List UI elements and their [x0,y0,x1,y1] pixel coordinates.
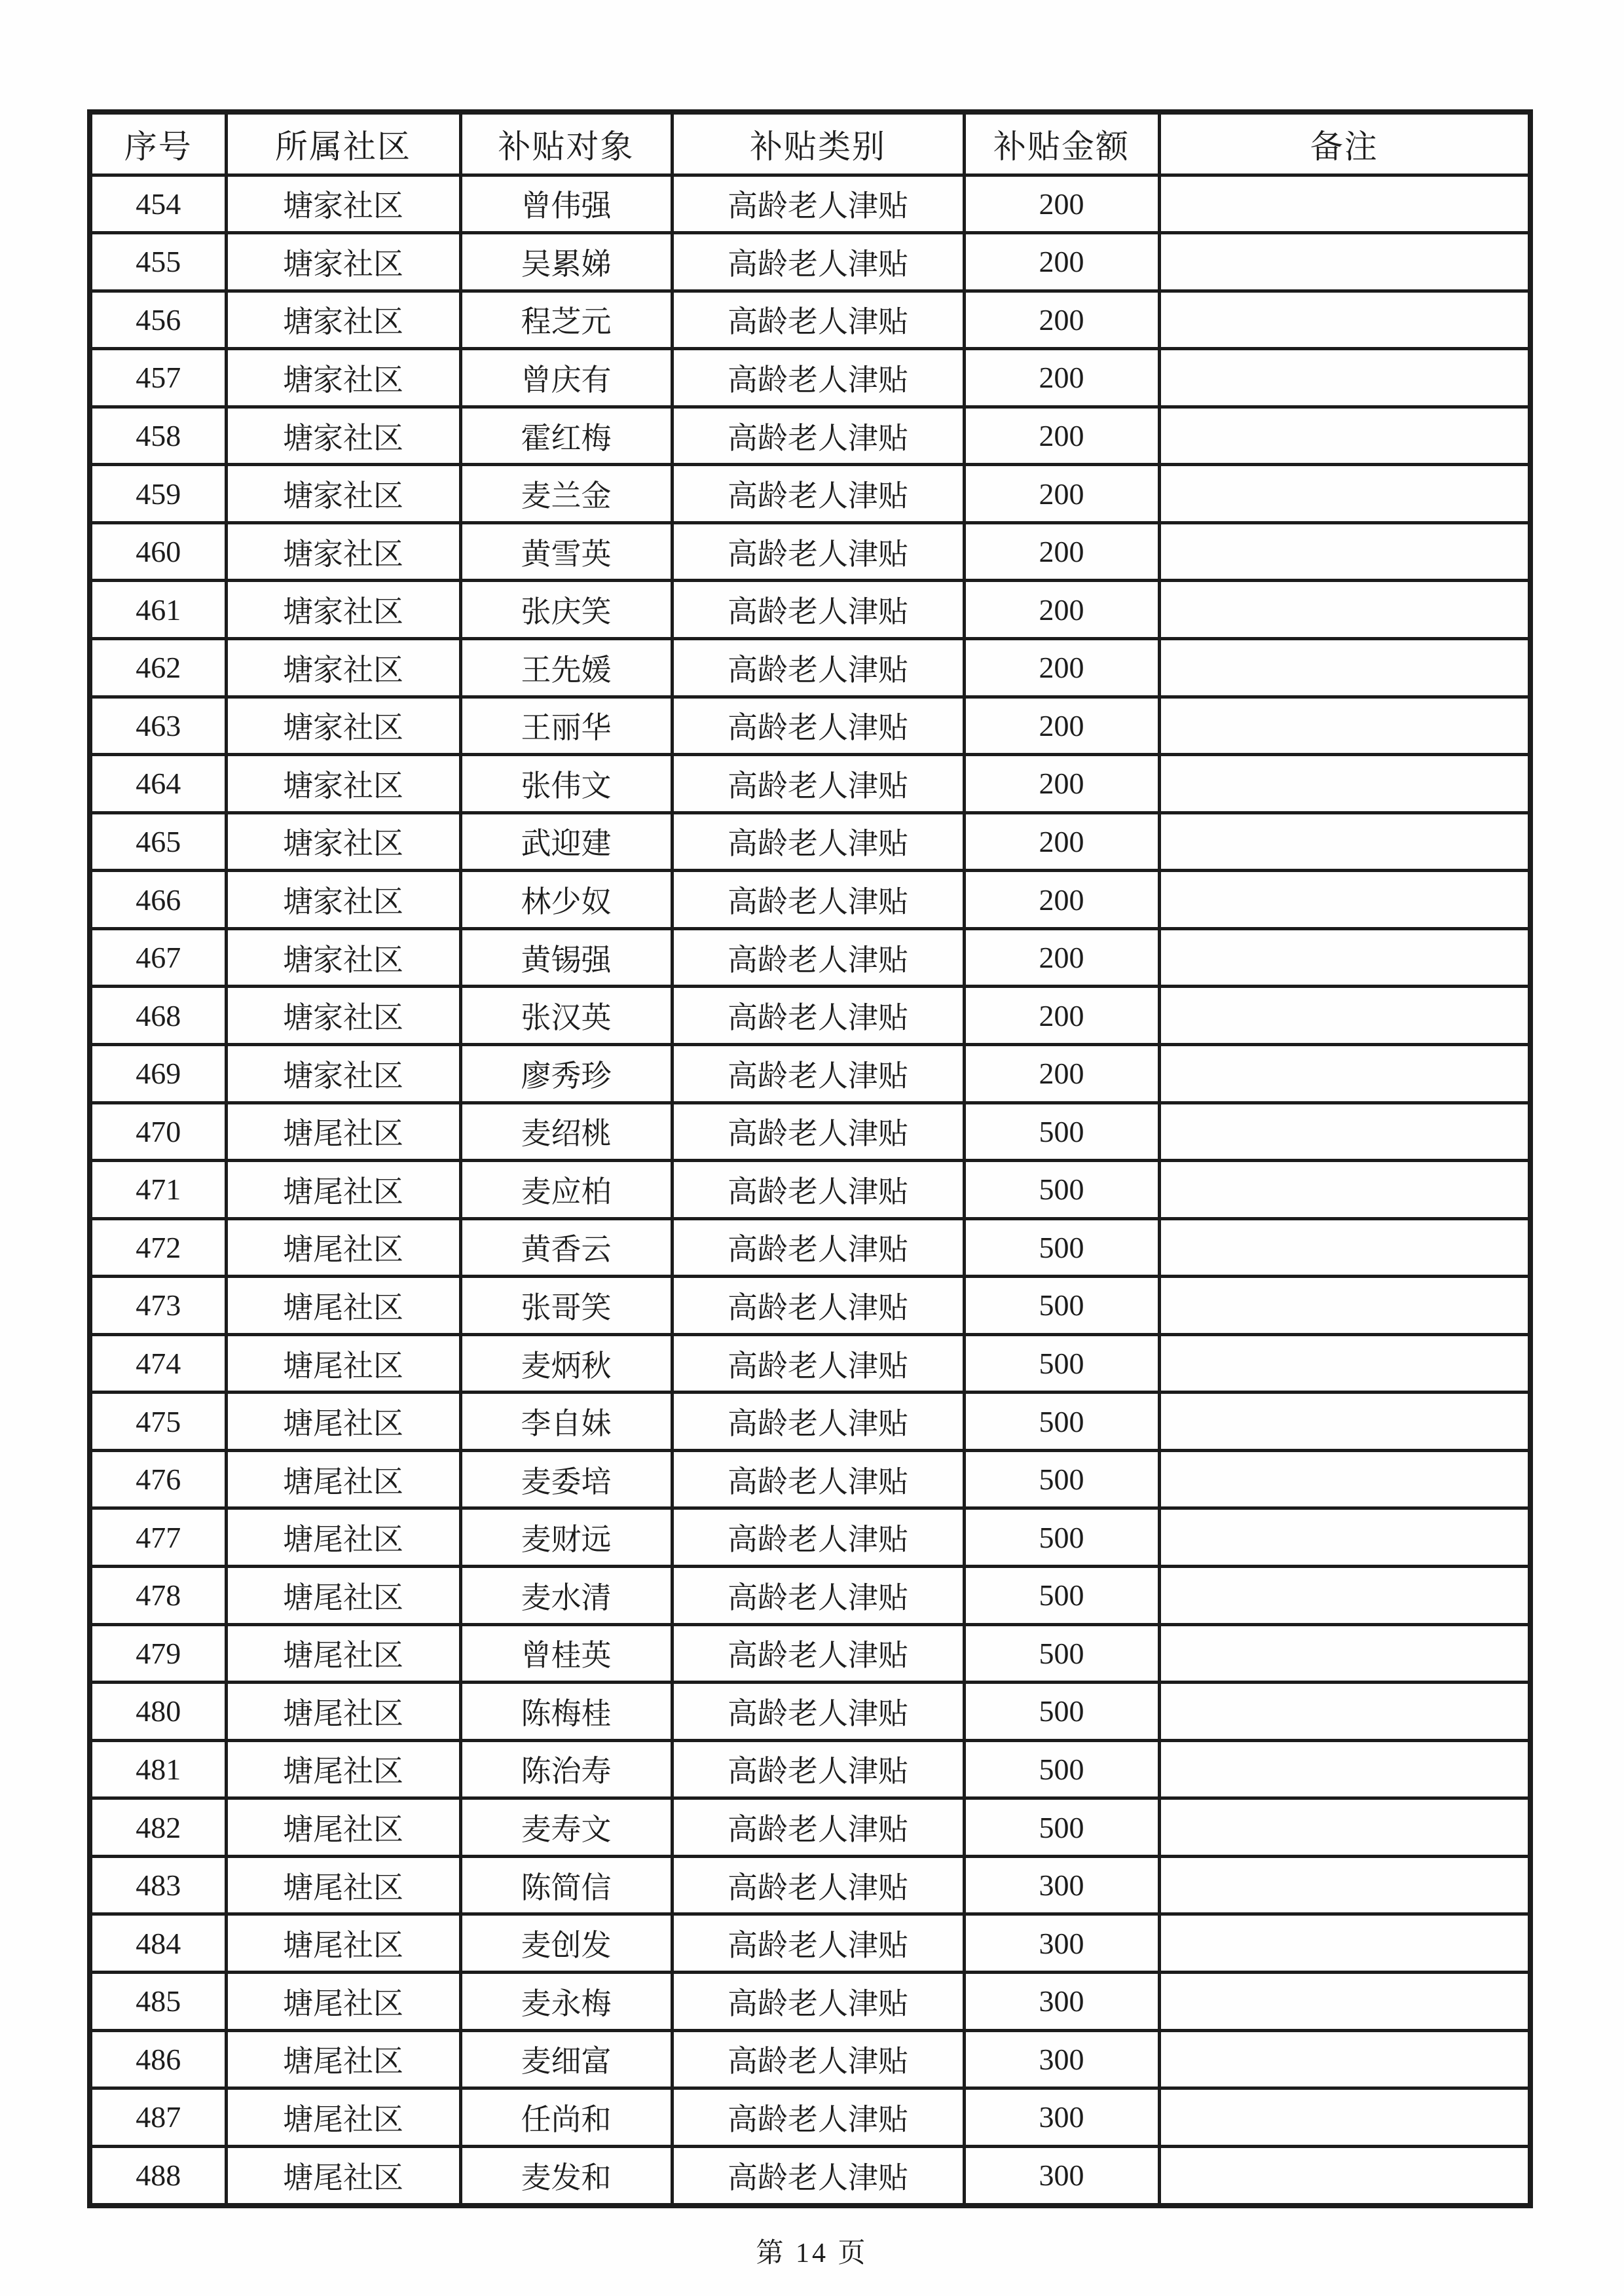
cell-recipient: 陈梅桂 [460,1683,672,1741]
cell-seq: 468 [90,987,226,1045]
cell-community: 塘尾社区 [226,1972,460,2030]
cell-seq: 482 [90,1798,226,1857]
cell-community: 塘家社区 [226,349,460,407]
cell-seq: 484 [90,1914,226,1973]
cell-amount: 200 [964,697,1159,755]
table-row [90,1856,1530,1914]
cell-remark [1159,697,1530,755]
cell-seq: 471 [90,1161,226,1219]
cell-remark [1159,2146,1530,2206]
table-row [90,871,1530,929]
cell-amount: 200 [964,1044,1159,1102]
cell-recipient: 李自妹 [460,1393,672,1451]
cell-seq: 461 [90,581,226,639]
cell-recipient: 陈简信 [460,1856,672,1914]
table-row [90,1914,1530,1973]
cell-recipient: 麦绍桃 [460,1102,672,1161]
cell-amount: 200 [964,639,1159,697]
cell-remark [1159,987,1530,1045]
cell-remark [1159,2030,1530,2088]
cell-seq: 472 [90,1218,226,1277]
cell-community: 塘尾社区 [226,1624,460,1683]
cell-seq: 486 [90,2030,226,2088]
cell-community: 塘尾社区 [226,1508,460,1567]
cell-community: 塘尾社区 [226,1334,460,1393]
cell-seq: 475 [90,1393,226,1451]
cell-amount: 500 [964,1798,1159,1857]
cell-seq: 455 [90,233,226,291]
cell-community: 塘家社区 [226,812,460,871]
cell-community: 塘尾社区 [226,1740,460,1798]
column-header-category: 补贴类别 [672,112,964,175]
cell-amount: 300 [964,2030,1159,2088]
table-row [90,1683,1530,1741]
cell-remark [1159,1856,1530,1914]
cell-recipient: 曾伟强 [460,175,672,233]
cell-category: 高龄老人津贴 [672,1624,964,1683]
cell-remark [1159,465,1530,523]
column-header-seq: 序号 [90,112,226,175]
cell-community: 塘家社区 [226,175,460,233]
cell-category: 高龄老人津贴 [672,291,964,349]
table-row [90,1450,1530,1508]
cell-amount: 300 [964,2146,1159,2206]
cell-community: 塘尾社区 [226,1218,460,1277]
cell-remark [1159,407,1530,465]
cell-community: 塘家社区 [226,407,460,465]
cell-remark [1159,1683,1530,1741]
cell-recipient: 任尚和 [460,2088,672,2147]
cell-remark [1159,1567,1530,1625]
cell-community: 塘尾社区 [226,1102,460,1161]
table-row [90,291,1530,349]
cell-seq: 464 [90,755,226,813]
cell-category: 高龄老人津贴 [672,1277,964,1335]
cell-community: 塘尾社区 [226,1567,460,1625]
table-row [90,465,1530,523]
cell-community: 塘家社区 [226,755,460,813]
cell-recipient: 麦细富 [460,2030,672,2088]
cell-amount: 500 [964,1161,1159,1219]
cell-recipient: 王丽华 [460,697,672,755]
column-header-remark: 备注 [1159,112,1530,175]
cell-community: 塘家社区 [226,928,460,987]
cell-recipient: 张庆笑 [460,581,672,639]
cell-amount: 300 [964,1914,1159,1973]
cell-remark [1159,1740,1530,1798]
cell-remark [1159,581,1530,639]
cell-seq: 488 [90,2146,226,2206]
cell-amount: 200 [964,407,1159,465]
cell-recipient: 麦水清 [460,1567,672,1625]
cell-category: 高龄老人津贴 [672,1508,964,1567]
cell-recipient: 麦兰金 [460,465,672,523]
cell-seq: 463 [90,697,226,755]
cell-recipient: 麦发和 [460,2146,672,2206]
cell-seq: 465 [90,812,226,871]
cell-community: 塘尾社区 [226,1798,460,1857]
table-row [90,812,1530,871]
cell-category: 高龄老人津贴 [672,1102,964,1161]
table-row [90,987,1530,1045]
cell-recipient: 吴累娣 [460,233,672,291]
cell-category: 高龄老人津贴 [672,1740,964,1798]
cell-remark [1159,1508,1530,1567]
table-row [90,755,1530,813]
cell-amount: 200 [964,928,1159,987]
header-row [90,112,1530,175]
cell-seq: 459 [90,465,226,523]
cell-amount: 500 [964,1740,1159,1798]
cell-recipient: 张伟文 [460,755,672,813]
cell-amount: 500 [964,1334,1159,1393]
cell-community: 塘尾社区 [226,1161,460,1219]
column-header-recipient: 补贴对象 [460,112,672,175]
cell-seq: 457 [90,349,226,407]
cell-seq: 456 [90,291,226,349]
cell-community: 塘尾社区 [226,2030,460,2088]
cell-remark [1159,1044,1530,1102]
cell-remark [1159,812,1530,871]
cell-seq: 460 [90,522,226,581]
cell-community: 塘尾社区 [226,1277,460,1335]
cell-seq: 479 [90,1624,226,1683]
cell-amount: 500 [964,1102,1159,1161]
cell-category: 高龄老人津贴 [672,1218,964,1277]
subsidy-table [87,109,1533,2208]
table-row [90,349,1530,407]
cell-remark [1159,928,1530,987]
cell-amount: 200 [964,233,1159,291]
cell-seq: 487 [90,2088,226,2147]
table-row [90,928,1530,987]
cell-amount: 200 [964,175,1159,233]
table-row [90,639,1530,697]
table-row [90,175,1530,233]
cell-amount: 200 [964,465,1159,523]
cell-seq: 469 [90,1044,226,1102]
cell-community: 塘家社区 [226,233,460,291]
table-row [90,1740,1530,1798]
cell-community: 塘家社区 [226,465,460,523]
cell-seq: 481 [90,1740,226,1798]
cell-community: 塘家社区 [226,697,460,755]
cell-seq: 477 [90,1508,226,1567]
cell-amount: 500 [964,1218,1159,1277]
cell-seq: 466 [90,871,226,929]
cell-community: 塘尾社区 [226,1856,460,1914]
cell-remark [1159,755,1530,813]
table-row [90,1044,1530,1102]
cell-remark [1159,1277,1530,1335]
table-row [90,1972,1530,2030]
cell-remark [1159,1334,1530,1393]
cell-community: 塘家社区 [226,639,460,697]
cell-community: 塘家社区 [226,871,460,929]
table-row [90,1102,1530,1161]
cell-recipient: 麦应柏 [460,1161,672,1219]
cell-amount: 200 [964,349,1159,407]
cell-recipient: 张哥笑 [460,1277,672,1335]
cell-category: 高龄老人津贴 [672,175,964,233]
cell-recipient: 曾桂英 [460,1624,672,1683]
cell-recipient: 麦寿文 [460,1798,672,1857]
cell-seq: 458 [90,407,226,465]
cell-recipient: 王先媛 [460,639,672,697]
cell-seq: 470 [90,1102,226,1161]
cell-remark [1159,1393,1530,1451]
table-row [90,522,1530,581]
cell-seq: 474 [90,1334,226,1393]
cell-amount: 500 [964,1393,1159,1451]
cell-seq: 473 [90,1277,226,1335]
cell-recipient: 黄香云 [460,1218,672,1277]
table-row [90,2088,1530,2147]
cell-recipient: 程芝元 [460,291,672,349]
cell-category: 高龄老人津贴 [672,349,964,407]
cell-remark [1159,1914,1530,1973]
table-row [90,2030,1530,2088]
cell-remark [1159,1624,1530,1683]
column-header-community: 所属社区 [226,112,460,175]
cell-community: 塘尾社区 [226,1914,460,1973]
cell-remark [1159,1450,1530,1508]
cell-category: 高龄老人津贴 [672,1567,964,1625]
cell-category: 高龄老人津贴 [672,697,964,755]
cell-amount: 300 [964,1972,1159,2030]
cell-amount: 300 [964,1856,1159,1914]
cell-recipient: 陈治寿 [460,1740,672,1798]
cell-seq: 480 [90,1683,226,1741]
table-row [90,1218,1530,1277]
cell-amount: 500 [964,1683,1159,1741]
cell-recipient: 麦创发 [460,1914,672,1973]
cell-recipient: 黄雪英 [460,522,672,581]
cell-category: 高龄老人津贴 [672,755,964,813]
cell-recipient: 张汉英 [460,987,672,1045]
cell-category: 高龄老人津贴 [672,1798,964,1857]
cell-community: 塘尾社区 [226,2088,460,2147]
cell-amount: 200 [964,522,1159,581]
cell-category: 高龄老人津贴 [672,812,964,871]
cell-recipient: 霍红梅 [460,407,672,465]
cell-category: 高龄老人津贴 [672,233,964,291]
table-row [90,1798,1530,1857]
cell-category: 高龄老人津贴 [672,928,964,987]
cell-community: 塘尾社区 [226,1450,460,1508]
cell-remark [1159,2088,1530,2147]
cell-recipient: 麦炳秋 [460,1334,672,1393]
cell-remark [1159,639,1530,697]
cell-community: 塘家社区 [226,987,460,1045]
cell-seq: 467 [90,928,226,987]
table-row [90,1161,1530,1219]
cell-amount: 500 [964,1508,1159,1567]
cell-category: 高龄老人津贴 [672,1914,964,1973]
cell-amount: 200 [964,581,1159,639]
cell-recipient: 武迎建 [460,812,672,871]
cell-remark [1159,233,1530,291]
cell-category: 高龄老人津贴 [672,871,964,929]
table-row [90,233,1530,291]
page-number: 第 14 页 [756,2238,868,2269]
cell-remark [1159,291,1530,349]
cell-amount: 500 [964,1567,1159,1625]
cell-amount: 500 [964,1624,1159,1683]
cell-remark [1159,1798,1530,1857]
cell-remark [1159,871,1530,929]
cell-seq: 485 [90,1972,226,2030]
cell-seq: 454 [90,175,226,233]
cell-category: 高龄老人津贴 [672,522,964,581]
table-body [90,175,1530,2206]
table-row [90,581,1530,639]
table-row [90,1624,1530,1683]
cell-amount: 200 [964,755,1159,813]
cell-category: 高龄老人津贴 [672,2146,964,2206]
cell-seq: 476 [90,1450,226,1508]
cell-remark [1159,349,1530,407]
cell-seq: 462 [90,639,226,697]
table-row [90,1277,1530,1335]
cell-amount: 200 [964,812,1159,871]
cell-remark [1159,1972,1530,2030]
cell-remark [1159,522,1530,581]
cell-category: 高龄老人津贴 [672,465,964,523]
cell-recipient: 黄锡强 [460,928,672,987]
cell-seq: 478 [90,1567,226,1625]
cell-community: 塘家社区 [226,291,460,349]
table-row [90,407,1530,465]
cell-amount: 200 [964,871,1159,929]
cell-amount: 200 [964,291,1159,349]
cell-community: 塘尾社区 [226,1683,460,1741]
cell-community: 塘家社区 [226,1044,460,1102]
cell-category: 高龄老人津贴 [672,1856,964,1914]
cell-recipient: 麦永梅 [460,1972,672,2030]
cell-category: 高龄老人津贴 [672,1450,964,1508]
cell-community: 塘家社区 [226,522,460,581]
table-row [90,1334,1530,1393]
cell-category: 高龄老人津贴 [672,2088,964,2147]
cell-recipient: 麦财远 [460,1508,672,1567]
cell-category: 高龄老人津贴 [672,1044,964,1102]
cell-remark [1159,1161,1530,1219]
cell-amount: 500 [964,1277,1159,1335]
cell-amount: 300 [964,2088,1159,2147]
cell-community: 塘尾社区 [226,1393,460,1451]
cell-category: 高龄老人津贴 [672,1161,964,1219]
cell-community: 塘尾社区 [226,2146,460,2206]
table-row [90,1567,1530,1625]
cell-category: 高龄老人津贴 [672,1683,964,1741]
cell-category: 高龄老人津贴 [672,1393,964,1451]
cell-category: 高龄老人津贴 [672,1334,964,1393]
cell-community: 塘家社区 [226,581,460,639]
table-row [90,1508,1530,1567]
cell-remark [1159,175,1530,233]
table-row [90,1393,1530,1451]
cell-category: 高龄老人津贴 [672,2030,964,2088]
table-row [90,2146,1530,2206]
cell-recipient: 麦委培 [460,1450,672,1508]
cell-seq: 483 [90,1856,226,1914]
cell-amount: 500 [964,1450,1159,1508]
cell-recipient: 林少奴 [460,871,672,929]
cell-category: 高龄老人津贴 [672,639,964,697]
table-row [90,697,1530,755]
cell-category: 高龄老人津贴 [672,987,964,1045]
cell-remark [1159,1102,1530,1161]
cell-amount: 200 [964,987,1159,1045]
cell-category: 高龄老人津贴 [672,407,964,465]
cell-remark [1159,1218,1530,1277]
cell-recipient: 廖秀珍 [460,1044,672,1102]
cell-recipient: 曾庆有 [460,349,672,407]
cell-category: 高龄老人津贴 [672,1972,964,2030]
column-header-amount: 补贴金额 [964,112,1159,175]
cell-category: 高龄老人津贴 [672,581,964,639]
